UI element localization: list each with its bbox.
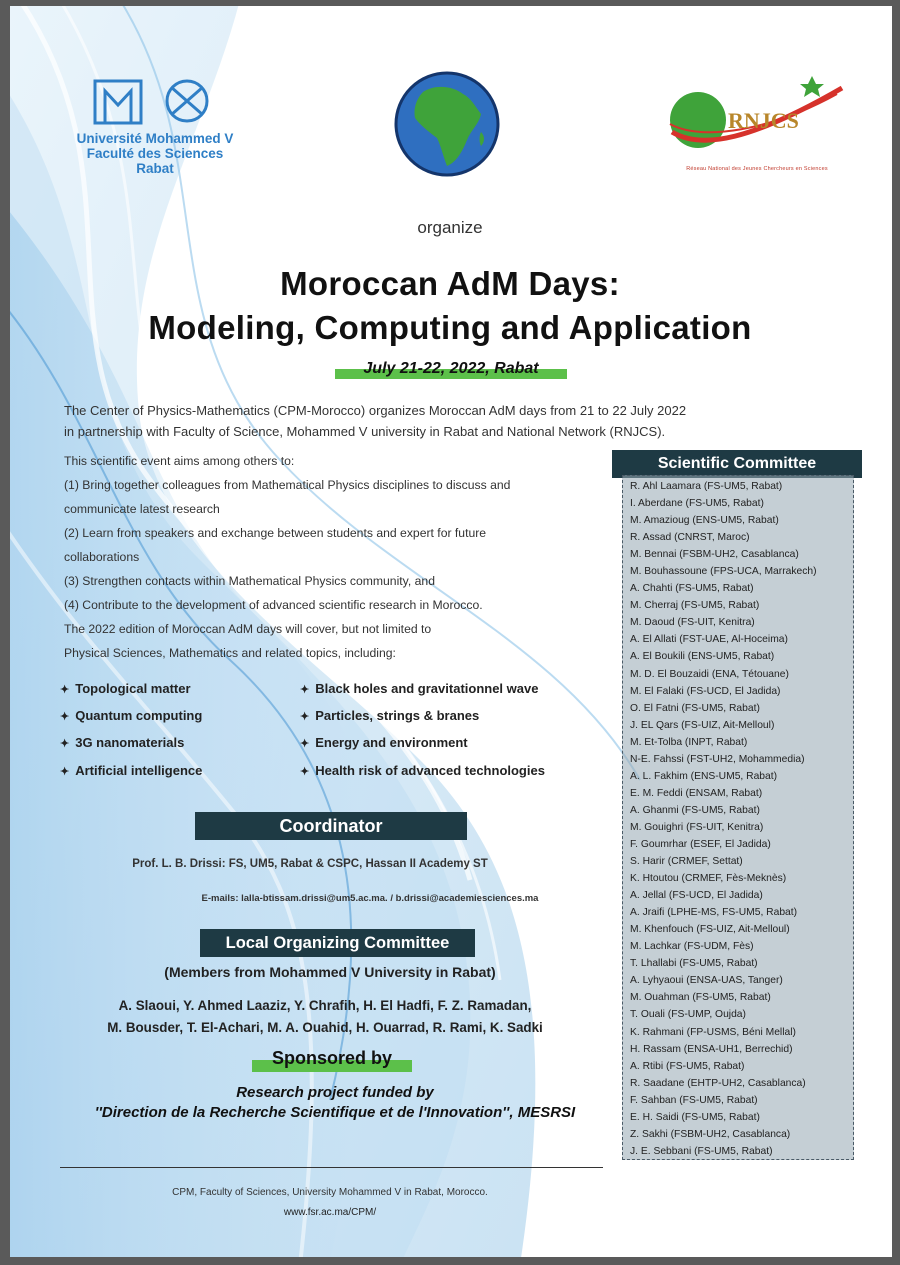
local-committee-members <box>30 995 620 1039</box>
topic-label: Health risk of advanced technologies <box>315 763 545 778</box>
committee-member: J. E. Sebbani (FS-UM5, Rabat) <box>630 1145 773 1157</box>
committee-member: M. El Falaki (FS-UCD, El Jadida) <box>630 685 781 697</box>
bullet-icon: ✦ <box>300 684 310 696</box>
aims-line: Physical Sciences, Mathematics and related topics, including: <box>64 646 396 660</box>
intro-paragraph <box>64 400 844 442</box>
committee-member: R. Ahl Laamara (FS-UM5, Rabat) <box>630 481 783 492</box>
funding-line2: ''Direction de la Recherche Scientifique et de l'Innovation'', MESRSI <box>94 1104 576 1121</box>
topic-item <box>60 681 191 696</box>
footer-address: CPM, Faculty of Sciences, University Mohammed V in Rabat, Morocco. <box>172 1187 488 1198</box>
aims-list <box>64 449 604 665</box>
event-date <box>335 360 567 382</box>
sponsor-heading-text: Sponsored by <box>271 1048 392 1068</box>
footer-url[interactable]: www.fsr.ac.ma/CPM/ <box>283 1207 377 1218</box>
committee-member: T. Ouali (FS-UMP, Oujda) <box>630 1009 746 1021</box>
bullet-icon: ✦ <box>60 711 70 723</box>
committee-member: S. Harir (CRMEF, Settat) <box>630 856 743 868</box>
funding-line1: Research project funded by <box>236 1084 434 1101</box>
topic-label: Particles, strings & branes <box>315 708 480 723</box>
intro-line1: The Center of Physics-Mathematics (CPM-Morocco) organizes Moroccan AdM days from 21 to 22 July 2022 <box>64 403 687 418</box>
committee-member: M. Amazioug (ENS-UM5, Rabat) <box>630 515 779 527</box>
bullet-icon: ✦ <box>60 738 70 750</box>
committee-member: H. Rassam (ENSA-UH1, Berrechid) <box>630 1043 793 1055</box>
committee-member: M. Cherraj (FS-UM5, Rabat) <box>630 600 760 612</box>
topic-item <box>300 735 468 750</box>
aims-line: The 2022 edition of Moroccan AdM days will cover, but not limited to <box>64 622 432 636</box>
committee-member: A. Jellal (FS-UCD, El Jadida) <box>630 890 763 902</box>
coordinator-emails: E-mails: lalla-btissam.drissi@um5.ac.ma. / b.drissi@academiesciences.ma <box>201 893 539 904</box>
topic-label: Quantum computing <box>75 708 203 723</box>
committee-member: R. Assad (CNRST, Maroc) <box>630 532 750 544</box>
committee-member: R. Saadane (EHTP-UH2, Casablanca) <box>630 1077 806 1089</box>
bullet-icon: ✦ <box>300 766 310 778</box>
date-text: July 21-22, 2022, Rabat <box>363 360 539 377</box>
committee-member: M. Khenfouch (FS-UIZ, Ait-Melloul) <box>630 924 790 936</box>
topic-item <box>300 763 545 778</box>
committee-member: M. Bennai (FSBM-UH2, Casablanca) <box>630 549 799 561</box>
committee-member: O. El Fatni (FS-UM5, Rabat) <box>630 702 760 714</box>
bullet-icon: ✦ <box>300 711 310 723</box>
topic-label: Black holes and gravitationnel wave <box>315 681 539 696</box>
committee-member: M. Ouahman (FS-UM5, Rabat) <box>630 992 771 1004</box>
local-committee-heading: Local Organizing Committee <box>200 929 475 957</box>
committee-member: M. Bouhassoune (FPS-UCA, Marrakech) <box>630 566 817 578</box>
topic-label: Topological matter <box>75 681 191 696</box>
rnjcs-subtitle: Réseau National des Jeunes Chercheurs en Sciences <box>686 166 828 172</box>
committee-member: F. Sahban (FS-UM5, Rabat) <box>630 1094 758 1106</box>
bullet-icon: ✦ <box>300 738 310 750</box>
coordinator-name: Prof. L. B. Drissi: FS, UM5, Rabat & CSPC, Hassan II Academy ST <box>132 858 488 870</box>
um5-logo <box>55 75 255 185</box>
aims-line: (3) Strengthen contacts within Mathematical Physics community, and <box>64 574 435 588</box>
rnjcs-emblem-icon <box>662 70 852 160</box>
members-line1: A. Slaoui, Y. Ahmed Laaziz, Y. Chrafih, H. El Hadfi, F. Z. Ramadan, <box>118 998 532 1013</box>
scientific-committee-box <box>622 475 854 1160</box>
committee-member: K. Rahmani (FP-USMS, Béni Mellal) <box>630 1026 796 1038</box>
bullet-icon: ✦ <box>60 766 70 778</box>
committee-member: K. Htoutou (CRMEF, Fès-Meknès) <box>630 873 787 885</box>
footer-divider <box>60 1167 603 1168</box>
committee-member: M. Lachkar (FS-UDM, Fès) <box>630 941 754 953</box>
committee-member: A. Chahti (FS-UM5, Rabat) <box>630 583 754 595</box>
um5-line1: Université Mohammed V <box>76 131 234 146</box>
committee-member: E. M. Feddi (ENSAM, Rabat) <box>630 787 763 799</box>
committee-member: M. Gouighri (FS-UIT, Kenitra) <box>630 821 764 833</box>
committee-member: M. Daoud (FS-UIT, Kenitra) <box>630 617 755 629</box>
committee-member: A. Jraifi (LPHE-MS, FS-UM5, Rabat) <box>630 907 798 919</box>
scientific-committee-list <box>630 478 856 1160</box>
rnjcs-acronym: RNJCS <box>728 108 799 133</box>
committee-member: A. El Allati (FST-UAE, Al-Hoceima) <box>630 634 788 646</box>
intro-line2: in partnership with Faculty of Science, Mohammed V university in Rabat and National Network (RNJCS). <box>64 424 666 439</box>
committee-member: N-E. Fahssi (FST-UH2, Mohammedia) <box>630 753 805 765</box>
globe-africa-icon <box>393 70 501 178</box>
um5-line2: Faculté des Sciences <box>86 146 224 161</box>
committee-member: A. Ghanmi (FS-UM5, Rabat) <box>630 804 760 816</box>
cpm-globe-logo <box>393 70 501 178</box>
committee-member: T. Lhallabi (FS-UM5, Rabat) <box>630 958 758 970</box>
committee-member: M. D. El Bouzaidi (ENA, Tétouane) <box>630 668 789 680</box>
organize-label: organize <box>417 218 483 237</box>
local-committee-subheading: (Members from Mohammed V University in Rabat) <box>164 964 496 980</box>
um5-emblem-icon <box>55 75 255 131</box>
topic-item <box>60 708 202 723</box>
title-line1: Moroccan AdM Days: <box>280 265 620 302</box>
committee-member: J. EL Qars (FS-UIZ, Ait-Melloul) <box>630 719 775 731</box>
committee-member: A. Lyhyaoui (ENSA-UAS, Tanger) <box>630 975 783 987</box>
aims-line: collaborations <box>64 550 140 564</box>
coordinator-heading: Coordinator <box>195 812 467 840</box>
topic-label: Energy and environment <box>315 735 468 750</box>
aims-line: This scientific event aims among others to: <box>64 454 295 468</box>
aims-line: (2) Learn from speakers and exchange between students and expert for future <box>64 526 487 540</box>
rnjcs-logo <box>662 70 852 180</box>
title-line2: Modeling, Computing and Application <box>148 309 752 346</box>
um5-line3: Rabat <box>136 161 174 176</box>
aims-line: (4) Contribute to the development of advanced scientific research in Morocco. <box>64 598 483 612</box>
um5-name <box>55 131 255 176</box>
committee-member: A. El Boukili (ENS-UM5, Rabat) <box>630 651 775 663</box>
topic-label: 3G nanomaterials <box>75 735 185 750</box>
topic-item <box>300 708 479 723</box>
committee-member: E. H. Saidi (FS-UM5, Rabat) <box>630 1111 760 1123</box>
research-funding <box>0 1083 670 1123</box>
committee-member: Z. Sakhi (FSBM-UH2, Casablanca) <box>630 1128 791 1140</box>
committee-member: A. L. Fakhim (ENS-UM5, Rabat) <box>630 770 778 782</box>
topic-label: Artificial intelligence <box>75 763 203 778</box>
bullet-icon: ✦ <box>60 684 70 696</box>
topic-item <box>60 735 184 750</box>
sponsored-heading <box>252 1048 412 1074</box>
event-title <box>0 262 900 350</box>
members-line2: M. Bousder, T. El-Achari, M. A. Ouahid, H. Ouarrad, R. Rami, K. Sadki <box>107 1020 543 1035</box>
committee-member: A. Rtibi (FS-UM5, Rabat) <box>630 1060 745 1072</box>
committee-member: M. Et-Tolba (INPT, Rabat) <box>630 736 748 748</box>
aims-line: communicate latest research <box>64 502 220 516</box>
scientific-committee-heading: Scientific Committee <box>612 450 862 478</box>
topic-item <box>60 763 202 778</box>
committee-member: F. Goumrhar (ESEF, El Jadida) <box>630 838 771 850</box>
aims-line: (1) Bring together colleagues from Mathematical Physics disciplines to discuss and <box>64 478 511 492</box>
committee-member: I. Aberdane (FS-UM5, Rabat) <box>630 498 764 510</box>
topic-item <box>300 681 538 696</box>
